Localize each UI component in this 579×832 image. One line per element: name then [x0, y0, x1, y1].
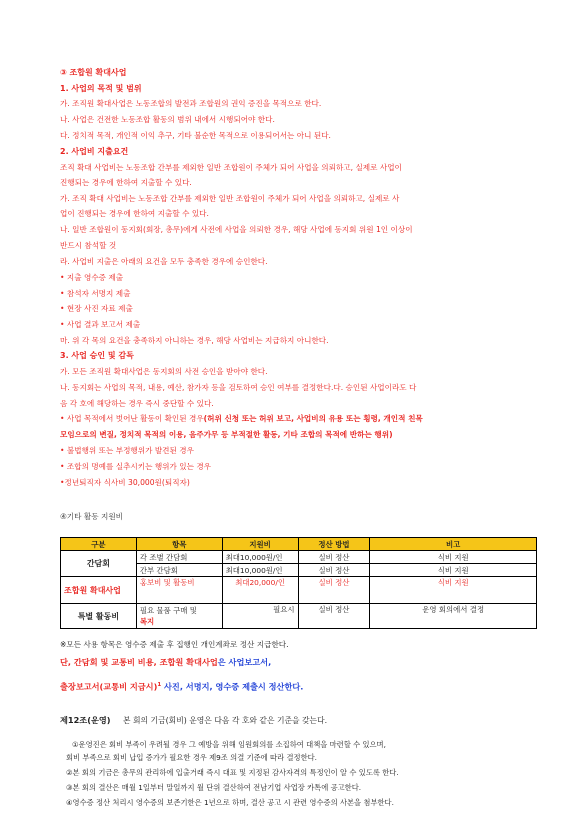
paragraph: [60, 413, 545, 425]
table-row: [61, 551, 537, 564]
paragraph: 업이 진행되는 경우에 한하여 지출할 수 있다.: [60, 209, 209, 218]
paragraph-bold: 모임으로의 변질, 정치적 목적의 이용, 음주가무 등 부적절한 활동, 기타 조합의 목적에 반하는 행위): [60, 430, 393, 439]
subsection-title: 3. 사업 승인 및 감독: [60, 351, 134, 360]
note-cell: 식비 지원: [370, 564, 537, 577]
bullet-item: • 지출 영수증 제출: [60, 273, 124, 282]
paragraph: 진행되는 경우에 한하여 지출할 수 있다.: [60, 178, 192, 187]
bullet-item: • 불법행위 또는 부정행위가 발견된 경우: [60, 446, 194, 455]
amount-cell: 최대10,000원/인: [222, 551, 298, 564]
method-cell: 실비 정산: [298, 551, 370, 564]
table-caption: ④기타 활동 지원비: [60, 512, 123, 521]
method-cell: 실비 정산: [298, 564, 370, 577]
header-cell: 비고: [370, 538, 537, 551]
header-cell: 정산 방법: [298, 538, 370, 551]
header-cell: 지원비: [222, 538, 298, 551]
note-red: 출장보고서(교통비 지급시): [60, 681, 158, 692]
paragraph: 나. 사업은 건전한 노동조합 활동의 범위 내에서 시행되어야 한다.: [60, 115, 275, 124]
note-red: 단, 간담회 및 교통비 비용, 조합원 확대사업: [60, 657, 218, 667]
item-cell: 간부 간담회: [136, 564, 222, 577]
footnote-mark: 1: [157, 682, 162, 688]
item-cell: 홍보비 및 활동비: [136, 577, 222, 604]
item-text: 필요 물품 구매 및: [139, 606, 197, 615]
group-cell: 간담회: [61, 551, 137, 577]
paragraph: 나. 일반 조합원이 동지회(회장, 총무)에게 사전에 사업을 의뢰한 경우, 해당 사업에 동지회 위원 1인 이상이: [60, 225, 413, 234]
article-item: ④영수증 정산 처리시 영수증의 보존기한은 1년으로 하며, 결산 공고 시 관련 영수증의 사본을 첨부한다.: [66, 798, 394, 807]
group-cell: 특별 활동비: [61, 604, 137, 629]
paragraph: 가. 조직원 확대사업은 노동조합의 발전과 조합원의 권익 증진을 목적으로 한다.: [60, 99, 322, 108]
note-cell: 식비 지원: [370, 577, 537, 604]
paragraph: 가. 조직 확대 사업비는 노동조합 간부를 제외한 일반 조합원이 주체가 되어 사업을 의뢰하고, 실제로 사: [60, 194, 400, 203]
item-text-red: 복지: [139, 617, 155, 626]
paragraph: 음 각 호에 해당하는 경우 즉시 중단할 수 있다.: [60, 399, 214, 408]
table-note: ※모든 사용 항목은 영수증 제출 후 집행인 개인계좌로 정산 지급한다.: [60, 640, 289, 649]
note-blue: 사진, 서명지, 영수증 제출시 정산한다.: [161, 681, 304, 692]
bullet-item: • 참석자 서명지 제출: [60, 289, 131, 298]
article-text: 본 회의 기금(회비) 운영은 다음 각 호와 같은 기준을 갖는다.: [123, 716, 328, 725]
article-item: ①운영진은 회비 부족이 우려될 경우 그 예방을 위해 임원회의를 소집하여 대책을 마련할 수 있으며,: [72, 740, 386, 749]
amount-cell: 최대10,000원/인: [222, 564, 298, 577]
amount-cell: 필요시: [222, 604, 298, 629]
note-cell: 식비 지원: [370, 551, 537, 564]
settlement-note: [60, 679, 303, 693]
article-item: 회비 부족으로 회비 납입 증가가 필요한 경우 제9조 의결 기준에 따라 결정한다.: [66, 753, 317, 762]
table-row: [61, 604, 537, 629]
article-title: 제12조(운영): [60, 715, 111, 725]
paragraph: 가. 모든 조직원 확대사업은 동지회의 사전 승인을 받아야 한다.: [60, 367, 268, 376]
article-item: ③본 회의 결산은 매월 1일부터 말일까지 월 단위 결산하여 전남기업 사업장 카톡에 공고한다.: [66, 783, 362, 792]
method-cell: 실비 정산: [298, 604, 370, 629]
table-header-row: [61, 538, 537, 551]
group-cell: 조합원 확대사업: [61, 577, 137, 604]
support-table: [60, 537, 537, 629]
bullet-item: • 현장 사진 자료 제출: [60, 304, 133, 313]
paragraph: 마. 위 각 목의 요건을 충족하지 아니하는 경우, 해당 사업비는 지급하지 아니한다.: [60, 336, 329, 345]
paragraph: 다. 정치적 목적, 개인적 이익 추구, 기타 불순한 목적으로 이용되어서는 아니 된다.: [60, 131, 331, 140]
paragraph: 조직 확대 사업비는 노동조합 간부를 제외한 일반 조합원이 주체가 되어 사업을 의뢰하고, 실제로 사업이: [60, 163, 402, 172]
note-cell: 운영 회의에서 결정: [370, 604, 537, 629]
article-heading: [60, 715, 327, 726]
bullet-item: • 사업 결과 보고서 제출: [60, 320, 141, 329]
table-row: [61, 577, 537, 604]
method-cell: 실비 정산: [298, 577, 370, 604]
item-cell: 각 조별 간담회: [136, 551, 222, 564]
item-cell: [136, 604, 222, 629]
paragraph: 반드시 참석할 것: [60, 241, 117, 250]
bullet-item: •정년퇴직자 식사비 30,000원(퇴직자): [60, 478, 190, 487]
header-cell: 구분: [61, 538, 137, 551]
paragraph: 나. 동지회는 사업의 목적, 내용, 예산, 참가자 등을 검토하여 승인 여부를 결정한다.다. 승인된 사업이라도 다: [60, 383, 417, 392]
subsection-title: 1. 사업의 목적 및 범위: [60, 84, 142, 93]
article-item: ②본 회의 기금은 총무의 관리하에 입출거래 즉시 대표 및 지정된 감사자격의 특정인이 알 수 있도록 한다.: [66, 768, 399, 777]
bullet-text: • 사업 목적에서 벗어난 활동이 확인된 경우: [60, 414, 204, 423]
section-title: ③ 조합원 확대사업: [60, 68, 127, 77]
header-cell: 항목: [136, 538, 222, 551]
settlement-note: [60, 656, 271, 668]
note-blue: 은 사업보고서,: [217, 657, 272, 667]
paragraph: 라. 사업비 지출은 아래의 요건을 모두 충족한 경우에 승인한다.: [60, 257, 268, 266]
subsection-title: 2. 사업비 지출요건: [60, 147, 129, 156]
bullet-text-bold: (허위 신청 또는 허위 보고, 사업비의 유용 또는 횡령, 개인적 친목: [203, 414, 423, 423]
bullet-item: • 조합의 명예를 실추시키는 행위가 있는 경우: [60, 462, 212, 471]
amount-cell: 최대20,000/인: [222, 577, 298, 604]
